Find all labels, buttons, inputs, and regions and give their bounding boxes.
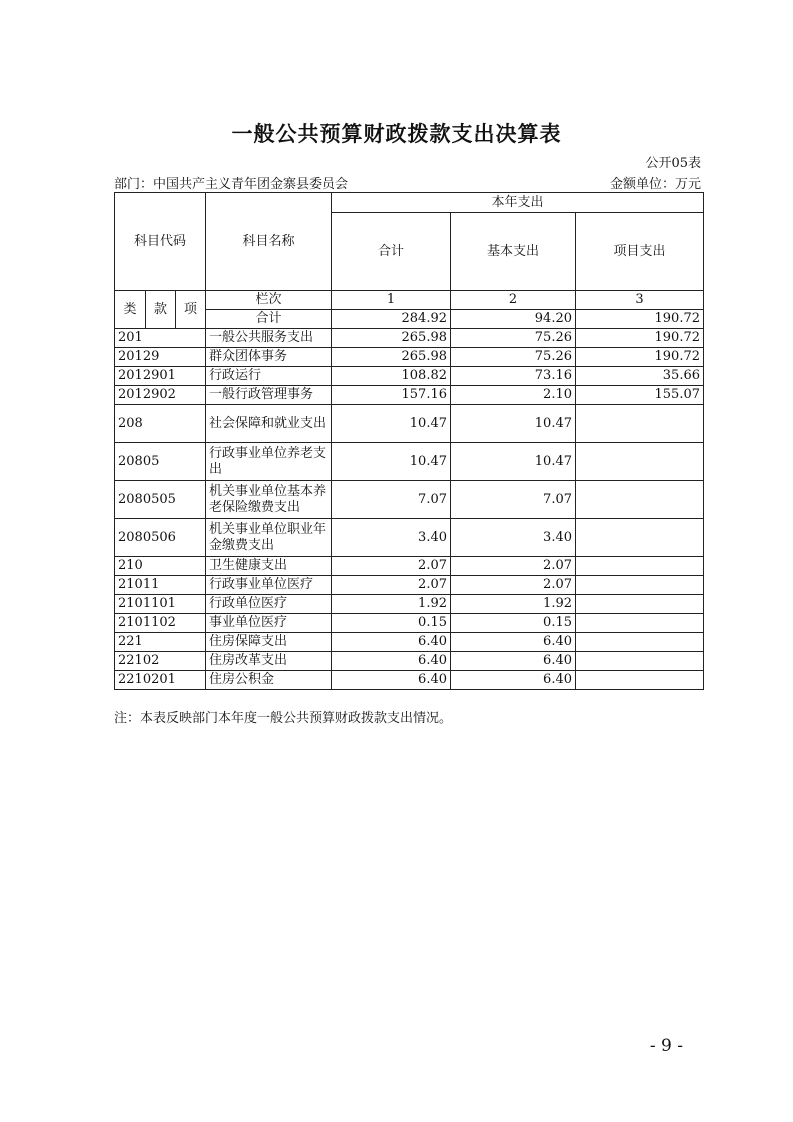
summary-basic: 94.20 xyxy=(451,310,576,329)
row-project xyxy=(576,576,704,595)
row-basic: 3.40 xyxy=(451,519,576,557)
row-project xyxy=(576,652,704,671)
row-name: 住房公积金 xyxy=(206,671,332,690)
row-total: 2.07 xyxy=(332,576,451,595)
header-col3: 3 xyxy=(576,291,704,310)
header-subject-name: 科目名称 xyxy=(206,193,332,291)
row-basic: 2.07 xyxy=(451,576,576,595)
row-total: 1.92 xyxy=(332,595,451,614)
row-total: 7.07 xyxy=(332,481,451,519)
row-basic: 10.47 xyxy=(451,443,576,481)
row-total: 265.98 xyxy=(332,348,451,367)
table-row xyxy=(115,557,704,576)
row-name: 行政事业单位医疗 xyxy=(206,576,332,595)
table-row xyxy=(115,405,704,443)
header-lei: 类 xyxy=(115,291,146,329)
table-row xyxy=(115,671,704,690)
row-project xyxy=(576,671,704,690)
row-name: 住房保障支出 xyxy=(206,633,332,652)
row-total: 265.98 xyxy=(332,329,451,348)
row-total: 3.40 xyxy=(332,519,451,557)
header-xiang: 项 xyxy=(176,291,206,329)
table-row xyxy=(115,519,704,557)
row-code: 2101101 xyxy=(115,595,206,614)
row-name: 社会保障和就业支出 xyxy=(206,405,332,443)
table-row xyxy=(115,367,704,386)
row-project xyxy=(576,633,704,652)
row-total: 6.40 xyxy=(332,652,451,671)
row-name: 事业单位医疗 xyxy=(206,614,332,633)
row-name: 机关事业单位职业年金缴费支出 xyxy=(206,519,332,557)
row-code: 2080506 xyxy=(115,519,206,557)
row-total: 6.40 xyxy=(332,633,451,652)
row-basic: 0.15 xyxy=(451,614,576,633)
row-total: 6.40 xyxy=(332,671,451,690)
header-basic: 基本支出 xyxy=(451,213,576,291)
row-code: 208 xyxy=(115,405,206,443)
row-basic: 6.40 xyxy=(451,652,576,671)
expenditure-table xyxy=(114,192,704,690)
row-total: 0.15 xyxy=(332,614,451,633)
table-row xyxy=(115,595,704,614)
row-basic: 75.26 xyxy=(451,348,576,367)
form-number: 公开05表 xyxy=(645,156,701,171)
row-name: 行政运行 xyxy=(206,367,332,386)
row-project: 35.66 xyxy=(576,367,704,386)
row-project xyxy=(576,614,704,633)
row-project xyxy=(576,519,704,557)
page-number: - 9 - xyxy=(649,1036,683,1056)
header-total: 合计 xyxy=(332,213,451,291)
summary-project: 190.72 xyxy=(576,310,704,329)
row-project: 155.07 xyxy=(576,386,704,405)
row-project: 190.72 xyxy=(576,348,704,367)
summary-label: 合计 xyxy=(206,310,332,329)
table-row xyxy=(115,576,704,595)
table-row xyxy=(115,386,704,405)
row-code: 20129 xyxy=(115,348,206,367)
row-project xyxy=(576,405,704,443)
page-title: 一般公共预算财政拨款支出决算表 xyxy=(231,122,562,146)
row-name: 卫生健康支出 xyxy=(206,557,332,576)
row-name: 群众团体事务 xyxy=(206,348,332,367)
row-code: 2012902 xyxy=(115,386,206,405)
row-total: 157.16 xyxy=(332,386,451,405)
row-basic: 10.47 xyxy=(451,405,576,443)
row-name: 行政事业单位养老支出 xyxy=(206,443,332,481)
row-basic: 1.92 xyxy=(451,595,576,614)
table-row xyxy=(115,348,704,367)
row-project xyxy=(576,557,704,576)
row-code: 2101102 xyxy=(115,614,206,633)
row-code: 201 xyxy=(115,329,206,348)
row-name: 机关事业单位基本养老保险缴费支出 xyxy=(206,481,332,519)
row-project xyxy=(576,481,704,519)
row-project: 190.72 xyxy=(576,329,704,348)
row-name: 行政单位医疗 xyxy=(206,595,332,614)
header-column-order: 栏次 xyxy=(206,291,332,310)
row-total: 10.47 xyxy=(332,443,451,481)
table-row xyxy=(115,481,704,519)
header-current-year: 本年支出 xyxy=(332,193,704,213)
row-code: 22102 xyxy=(115,652,206,671)
header-kuan: 款 xyxy=(146,291,176,329)
row-basic: 2.10 xyxy=(451,386,576,405)
row-code: 21011 xyxy=(115,576,206,595)
row-basic: 75.26 xyxy=(451,329,576,348)
row-name: 住房改革支出 xyxy=(206,652,332,671)
summary-total: 284.92 xyxy=(332,310,451,329)
row-basic: 73.16 xyxy=(451,367,576,386)
row-total: 2.07 xyxy=(332,557,451,576)
row-name: 一般公共服务支出 xyxy=(206,329,332,348)
header-col1: 1 xyxy=(332,291,451,310)
amount-unit-label: 金额单位：万元 xyxy=(609,177,701,192)
row-code: 2210201 xyxy=(115,671,206,690)
row-basic: 6.40 xyxy=(451,671,576,690)
header-col2: 2 xyxy=(451,291,576,310)
row-basic: 7.07 xyxy=(451,481,576,519)
row-basic: 6.40 xyxy=(451,633,576,652)
row-project xyxy=(576,443,704,481)
row-code: 20805 xyxy=(115,443,206,481)
row-code: 210 xyxy=(115,557,206,576)
row-basic: 2.07 xyxy=(451,557,576,576)
row-code: 2012901 xyxy=(115,367,206,386)
row-name: 一般行政管理事务 xyxy=(206,386,332,405)
header-subject-code: 科目代码 xyxy=(115,193,206,291)
row-code: 221 xyxy=(115,633,206,652)
row-total: 108.82 xyxy=(332,367,451,386)
department-label: 部门：中国共产主义青年团金寨县委员会 xyxy=(114,177,349,192)
row-total: 10.47 xyxy=(332,405,451,443)
table-row xyxy=(115,443,704,481)
table-row xyxy=(115,329,704,348)
table-note: 注：本表反映部门本年度一般公共预算财政拨款支出情况。 xyxy=(114,711,453,726)
table-row xyxy=(115,633,704,652)
row-code: 2080505 xyxy=(115,481,206,519)
table-row xyxy=(115,614,704,633)
table-row xyxy=(115,652,704,671)
header-project: 项目支出 xyxy=(576,213,704,291)
row-project xyxy=(576,595,704,614)
